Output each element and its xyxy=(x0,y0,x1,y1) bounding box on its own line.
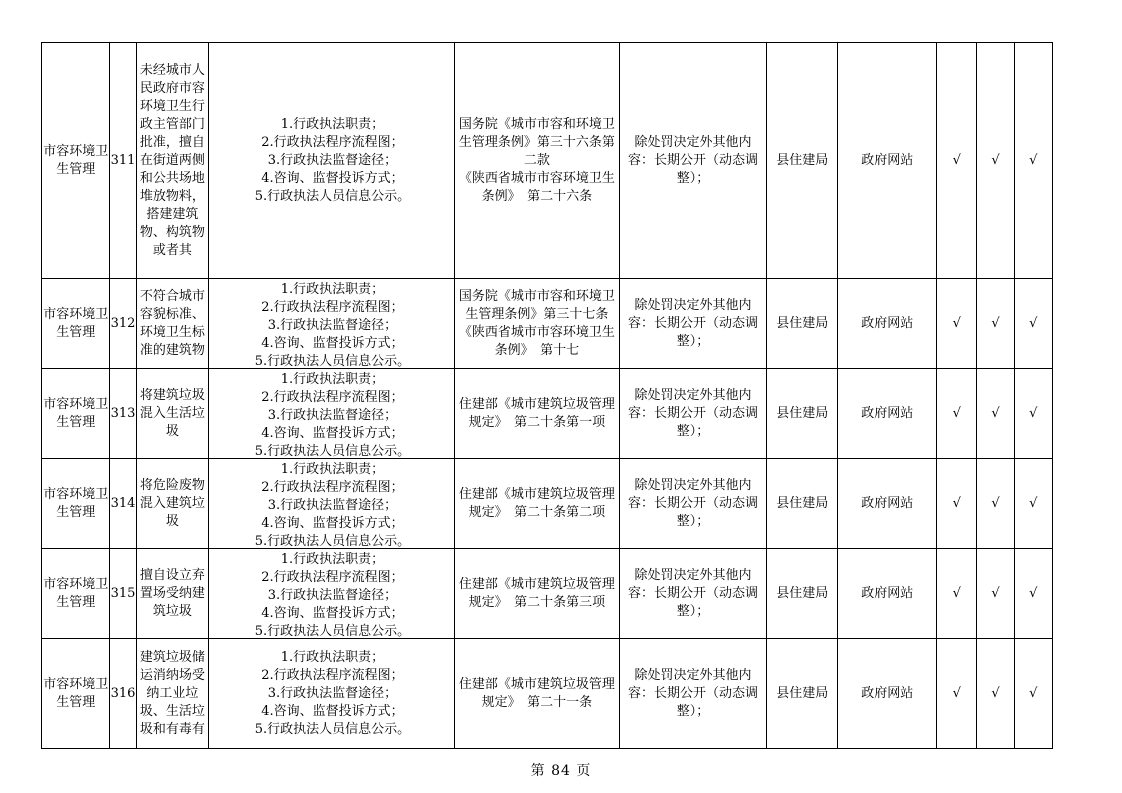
check-mark-1: √ xyxy=(937,549,977,639)
number-cell: 316 xyxy=(110,639,136,749)
check-mark-2: √ xyxy=(977,279,1014,369)
content-line: 1.行政执法职责； xyxy=(280,371,385,387)
category-cell: 市容环境卫生管理 xyxy=(42,279,110,369)
category-cell: 市容环境卫生管理 xyxy=(42,639,110,749)
item-cell: 擅自设立弃置场受纳建筑垃圾 xyxy=(136,549,209,639)
content-line: 5.行政执法人员信息公示。 xyxy=(254,533,411,547)
subject-cell: 县住建局 xyxy=(766,43,837,279)
check-mark-2: √ xyxy=(977,459,1014,549)
item-cell: 不符合城市容貌标准、环境卫生标准的建筑物 xyxy=(136,279,209,369)
table-row xyxy=(42,549,1053,639)
content-cell xyxy=(209,549,455,639)
item-cell: 未经城市人民政府市容环境卫生行政主管部门批准，擅自在街道两侧和公共场地堆放物料，搭建建筑物、构筑物或者其 xyxy=(136,43,209,279)
scope-cell: 除处罚决定外其他内容：长期公开（动态调整）； xyxy=(619,43,766,279)
content-line: 2.行政执法程序流程图； xyxy=(261,299,404,315)
number-cell: 313 xyxy=(110,369,136,459)
subject-cell: 县住建局 xyxy=(766,369,837,459)
page-footer: 第 84 页 xyxy=(530,763,592,779)
content-line: 1.行政执法职责； xyxy=(280,281,385,297)
check-mark-3: √ xyxy=(1014,369,1052,459)
content-cell xyxy=(209,279,455,369)
check-mark-2: √ xyxy=(977,43,1014,279)
content-line: 2.行政执法程序流程图； xyxy=(261,569,404,585)
channel-cell: 政府网站 xyxy=(838,639,937,749)
subject-cell: 县住建局 xyxy=(766,459,837,549)
item-cell: 将建筑垃圾混入生活垃圾 xyxy=(136,369,209,459)
subject-cell: 县住建局 xyxy=(766,279,837,369)
check-mark-1: √ xyxy=(937,43,977,279)
content-line: 2.行政执法程序流程图； xyxy=(261,479,404,495)
content-line: 5.行政执法人员信息公示。 xyxy=(254,721,411,737)
table-row xyxy=(42,43,1053,279)
table-row xyxy=(42,639,1053,749)
subject-cell: 县住建局 xyxy=(766,639,837,749)
content-line: 1.行政执法职责； xyxy=(280,461,385,477)
channel-cell: 政府网站 xyxy=(838,549,937,639)
content-line: 3.行政执法监督途径； xyxy=(267,587,398,603)
content-line: 4.咨询、监督投诉方式； xyxy=(261,425,404,441)
number-cell: 314 xyxy=(110,459,136,549)
check-mark-2: √ xyxy=(977,369,1014,459)
subject-cell: 县住建局 xyxy=(766,549,837,639)
category-cell: 市容环境卫生管理 xyxy=(42,369,110,459)
scope-cell: 除处罚决定外其他内容：长期公开（动态调整）； xyxy=(619,279,766,369)
content-line: 4.咨询、监督投诉方式； xyxy=(261,170,404,186)
category-cell: 市容环境卫生管理 xyxy=(42,43,110,279)
channel-cell: 政府网站 xyxy=(838,43,937,279)
channel-cell: 政府网站 xyxy=(838,369,937,459)
check-mark-2: √ xyxy=(977,549,1014,639)
check-mark-3: √ xyxy=(1014,279,1052,369)
check-mark-3: √ xyxy=(1014,639,1052,749)
content-cell xyxy=(209,459,455,549)
check-mark-3: √ xyxy=(1014,43,1052,279)
content-cell xyxy=(209,639,455,749)
basis-cell: 住建部《城市建筑垃圾管理规定》 第二十条第一项 xyxy=(454,369,619,459)
content-line: 2.行政执法程序流程图； xyxy=(261,389,404,405)
content-line: 5.行政执法人员信息公示。 xyxy=(254,188,411,204)
table-row xyxy=(42,459,1053,549)
content-cell xyxy=(209,369,455,459)
content-line: 3.行政执法监督途径； xyxy=(267,317,398,333)
channel-cell: 政府网站 xyxy=(838,279,937,369)
content-line: 3.行政执法监督途径； xyxy=(267,407,398,423)
content-line: 4.咨询、监督投诉方式； xyxy=(261,703,404,719)
content-line: 3.行政执法监督途径； xyxy=(267,152,398,168)
content-line: 2.行政执法程序流程图； xyxy=(261,667,404,683)
content-line: 5.行政执法人员信息公示。 xyxy=(254,353,411,367)
number-cell: 311 xyxy=(110,43,136,279)
channel-cell: 政府网站 xyxy=(838,459,937,549)
scope-cell: 除处罚决定外其他内容：长期公开（动态调整）； xyxy=(619,639,766,749)
check-mark-1: √ xyxy=(937,279,977,369)
basis-cell: 住建部《城市建筑垃圾管理规定》 第二十一条 xyxy=(454,639,619,749)
table-row xyxy=(42,279,1053,369)
check-mark-3: √ xyxy=(1014,459,1052,549)
content-line: 1.行政执法职责； xyxy=(280,551,385,567)
basis-cell: 住建部《城市建筑垃圾管理规定》 第二十条第二项 xyxy=(454,459,619,549)
content-line: 2.行政执法程序流程图； xyxy=(261,134,404,150)
item-cell: 建筑垃圾储运消纳场受纳工业垃圾、生活垃圾和有毒有 xyxy=(136,639,209,749)
content-line: 3.行政执法监督途径； xyxy=(267,497,398,513)
basis-cell: 国务院《城市市容和环境卫生管理条例》第三十六条第二款 《陕西省城市市容环境卫生条例》 第二十六条 xyxy=(454,43,619,279)
category-cell: 市容环境卫生管理 xyxy=(42,549,110,639)
check-mark-1: √ xyxy=(937,369,977,459)
disclosure-table xyxy=(41,42,1053,749)
check-mark-3: √ xyxy=(1014,549,1052,639)
check-mark-1: √ xyxy=(937,639,977,749)
check-mark-1: √ xyxy=(937,459,977,549)
content-line: 3.行政执法监督途径； xyxy=(267,685,398,701)
table-row xyxy=(42,369,1053,459)
scope-cell: 除处罚决定外其他内容：长期公开（动态调整）； xyxy=(619,369,766,459)
number-cell: 315 xyxy=(110,549,136,639)
item-cell: 将危险废物混入建筑垃圾 xyxy=(136,459,209,549)
content-line: 5.行政执法人员信息公示。 xyxy=(254,623,411,637)
basis-cell: 国务院《城市市容和环境卫生管理条例》第三十七条 《陕西省城市市容环境卫生条例》 第十七 xyxy=(454,279,619,369)
scope-cell: 除处罚决定外其他内容：长期公开（动态调整）； xyxy=(619,459,766,549)
content-line: 4.咨询、监督投诉方式； xyxy=(261,515,404,531)
content-line: 1.行政执法职责； xyxy=(280,116,385,132)
content-line: 5.行政执法人员信息公示。 xyxy=(254,443,411,457)
check-mark-2: √ xyxy=(977,639,1014,749)
category-cell: 市容环境卫生管理 xyxy=(42,459,110,549)
content-line: 4.咨询、监督投诉方式； xyxy=(261,335,404,351)
basis-cell: 住建部《城市建筑垃圾管理规定》 第二十条第三项 xyxy=(454,549,619,639)
content-cell xyxy=(209,43,455,279)
scope-cell: 除处罚决定外其他内容：长期公开（动态调整）； xyxy=(619,549,766,639)
number-cell: 312 xyxy=(110,279,136,369)
content-line: 1.行政执法职责； xyxy=(280,649,385,665)
content-line: 4.咨询、监督投诉方式； xyxy=(261,605,404,621)
